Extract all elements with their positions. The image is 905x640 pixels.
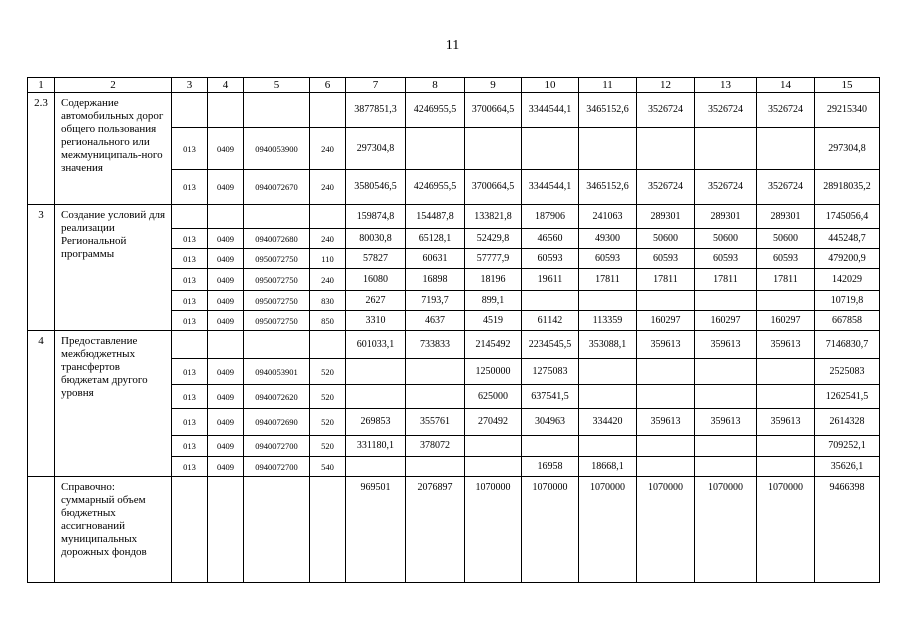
value-cell: 289301 [695,205,757,229]
code-cell [244,331,310,359]
column-header: 13 [695,78,757,93]
value-cell: 19611 [522,269,579,291]
code-cell [310,93,346,128]
value-cell: 50600 [695,229,757,249]
code-cell: 013 [172,457,208,477]
value-cell: 270492 [465,409,522,436]
value-cell: 969501 [346,477,406,583]
code-cell: 830 [310,291,346,311]
value-cell: 1262541,5 [815,385,880,409]
code-cell: 0940072700 [244,436,310,457]
section-title: Предоставление межбюджетных трансфертов бюджетам другого уровня [55,331,172,477]
value-cell: 4637 [406,311,465,331]
section-title: Содержание автомобильных дорог общего пользования регионального или межмуниципаль-ного значения [55,93,172,205]
value-cell: 4519 [465,311,522,331]
value-cell: 1275083 [522,359,579,385]
value-cell: 49300 [579,229,637,249]
value-cell [637,457,695,477]
code-cell: 0409 [208,409,244,436]
code-cell: 0409 [208,385,244,409]
value-cell: 35626,1 [815,457,880,477]
value-cell: 1070000 [757,477,815,583]
value-cell: 28918035,2 [815,170,880,205]
section-number: 2.3 [28,93,55,205]
code-cell: 0940072690 [244,409,310,436]
budget-table [27,77,880,583]
value-cell: 10719,8 [815,291,880,311]
value-cell [579,128,637,170]
value-cell: 18668,1 [579,457,637,477]
code-cell [310,477,346,583]
value-cell: 16958 [522,457,579,477]
section-number: 3 [28,205,55,331]
value-cell: 359613 [757,331,815,359]
code-cell [310,331,346,359]
code-cell: 013 [172,229,208,249]
value-cell [346,385,406,409]
code-cell: 0940072700 [244,457,310,477]
code-cell: 0950072750 [244,291,310,311]
value-cell: 17811 [757,269,815,291]
value-cell: 50600 [757,229,815,249]
code-cell: 013 [172,385,208,409]
value-cell: 733833 [406,331,465,359]
column-header: 14 [757,78,815,93]
value-cell: 1070000 [637,477,695,583]
value-cell: 154487,8 [406,205,465,229]
value-cell: 160297 [637,311,695,331]
value-cell: 18196 [465,269,522,291]
value-cell [406,359,465,385]
code-cell: 0409 [208,170,244,205]
value-cell [637,359,695,385]
value-cell [579,385,637,409]
value-cell [637,291,695,311]
value-cell [757,457,815,477]
value-cell: 160297 [757,311,815,331]
value-cell: 60593 [757,249,815,269]
code-cell: 0409 [208,457,244,477]
value-cell: 4246955,5 [406,170,465,205]
code-cell [172,93,208,128]
value-cell: 159874,8 [346,205,406,229]
value-cell: 3310 [346,311,406,331]
code-cell [172,205,208,229]
code-cell: 013 [172,409,208,436]
code-cell: 520 [310,409,346,436]
column-header: 10 [522,78,579,93]
code-cell: 520 [310,359,346,385]
value-cell [465,436,522,457]
code-cell: 0950072750 [244,311,310,331]
code-cell: 520 [310,436,346,457]
column-header: 5 [244,78,310,93]
code-cell: 240 [310,128,346,170]
code-cell: 013 [172,128,208,170]
code-cell: 0409 [208,436,244,457]
value-cell: 160297 [695,311,757,331]
value-cell: 304963 [522,409,579,436]
value-cell: 334420 [579,409,637,436]
column-header: 15 [815,78,880,93]
value-cell: 3344544,1 [522,170,579,205]
value-cell [757,436,815,457]
value-cell: 625000 [465,385,522,409]
value-cell: 80030,8 [346,229,406,249]
code-cell: 013 [172,269,208,291]
value-cell: 1070000 [522,477,579,583]
value-cell [579,291,637,311]
code-cell: 0940072620 [244,385,310,409]
value-cell [579,436,637,457]
code-cell: 0409 [208,311,244,331]
value-cell: 359613 [757,409,815,436]
value-cell: 7193,7 [406,291,465,311]
value-cell [406,457,465,477]
value-cell: 1250000 [465,359,522,385]
value-cell: 2525083 [815,359,880,385]
column-header: 8 [406,78,465,93]
value-cell: 46560 [522,229,579,249]
code-cell: 540 [310,457,346,477]
value-cell: 17811 [579,269,637,291]
value-cell: 3526724 [637,170,695,205]
code-cell: 013 [172,436,208,457]
value-cell: 60593 [637,249,695,269]
column-header: 3 [172,78,208,93]
code-cell: 240 [310,269,346,291]
code-cell [310,205,346,229]
code-cell: 013 [172,291,208,311]
value-cell: 2234545,5 [522,331,579,359]
value-cell [695,457,757,477]
table-row [28,331,880,359]
value-cell: 29215340 [815,93,880,128]
value-cell: 353088,1 [579,331,637,359]
value-cell [406,128,465,170]
column-header: 9 [465,78,522,93]
value-cell: 269853 [346,409,406,436]
value-cell: 60631 [406,249,465,269]
code-cell: 0409 [208,359,244,385]
value-cell: 4246955,5 [406,93,465,128]
column-header: 6 [310,78,346,93]
value-cell: 359613 [637,331,695,359]
value-cell: 3526724 [637,93,695,128]
value-cell: 57777,9 [465,249,522,269]
code-cell: 0409 [208,291,244,311]
value-cell: 601033,1 [346,331,406,359]
value-cell [637,436,695,457]
code-cell [244,205,310,229]
value-cell: 9466398 [815,477,880,583]
value-cell: 60593 [579,249,637,269]
value-cell [346,359,406,385]
code-cell: 240 [310,229,346,249]
section-number: 4 [28,331,55,477]
value-cell: 289301 [637,205,695,229]
value-cell: 17811 [695,269,757,291]
column-header: 4 [208,78,244,93]
value-cell: 3700664,5 [465,170,522,205]
code-cell: 0409 [208,249,244,269]
value-cell [695,436,757,457]
code-cell [244,93,310,128]
column-header: 11 [579,78,637,93]
table-row [28,93,880,128]
value-cell: 378072 [406,436,465,457]
value-cell [695,385,757,409]
value-cell: 359613 [695,409,757,436]
value-cell: 3526724 [757,170,815,205]
value-cell: 1070000 [695,477,757,583]
code-cell: 013 [172,170,208,205]
code-cell: 013 [172,249,208,269]
value-cell: 355761 [406,409,465,436]
value-cell: 2076897 [406,477,465,583]
value-cell: 187906 [522,205,579,229]
column-header: 1 [28,78,55,93]
value-cell: 3526724 [695,170,757,205]
value-cell [406,385,465,409]
value-cell: 2614328 [815,409,880,436]
value-cell: 637541,5 [522,385,579,409]
value-cell [522,436,579,457]
value-cell: 331180,1 [346,436,406,457]
value-cell: 3344544,1 [522,93,579,128]
code-cell: 520 [310,385,346,409]
value-cell: 65128,1 [406,229,465,249]
value-cell: 2627 [346,291,406,311]
code-cell: 0940072670 [244,170,310,205]
code-cell: 0940053900 [244,128,310,170]
code-cell [208,205,244,229]
value-cell: 7146830,7 [815,331,880,359]
code-cell: 110 [310,249,346,269]
value-cell: 142029 [815,269,880,291]
code-cell: 0950072750 [244,269,310,291]
code-cell: 013 [172,359,208,385]
value-cell: 297304,8 [346,128,406,170]
code-cell: 013 [172,311,208,331]
column-header: 7 [346,78,406,93]
code-cell [172,331,208,359]
value-cell: 133821,8 [465,205,522,229]
code-cell: 0409 [208,229,244,249]
value-cell: 709252,1 [815,436,880,457]
code-cell [244,477,310,583]
value-cell: 57827 [346,249,406,269]
value-cell: 2145492 [465,331,522,359]
code-cell [172,477,208,583]
value-cell: 667858 [815,311,880,331]
value-cell: 52429,8 [465,229,522,249]
value-cell [465,128,522,170]
value-cell: 241063 [579,205,637,229]
value-cell: 17811 [637,269,695,291]
code-cell: 0409 [208,269,244,291]
value-cell [757,128,815,170]
value-cell: 359613 [637,409,695,436]
value-cell: 479200,9 [815,249,880,269]
value-cell: 297304,8 [815,128,880,170]
value-cell [757,291,815,311]
value-cell: 3526724 [757,93,815,128]
reference-row [28,477,880,583]
value-cell: 3700664,5 [465,93,522,128]
value-cell: 50600 [637,229,695,249]
column-header: 2 [55,78,172,93]
value-cell: 16898 [406,269,465,291]
value-cell [695,359,757,385]
value-cell: 113359 [579,311,637,331]
value-cell: 60593 [695,249,757,269]
value-cell: 1745056,4 [815,205,880,229]
value-cell [522,128,579,170]
section-number [28,477,55,583]
value-cell: 3526724 [695,93,757,128]
code-cell [208,477,244,583]
value-cell [346,457,406,477]
page-number: 11 [445,38,460,53]
value-cell: 3465152,6 [579,170,637,205]
value-cell: 16080 [346,269,406,291]
code-cell: 0940053901 [244,359,310,385]
value-cell [757,359,815,385]
value-cell: 3877851,3 [346,93,406,128]
value-cell: 60593 [522,249,579,269]
section-title: Создание условий для реализации Региональной программы [55,205,172,331]
value-cell: 3465152,6 [579,93,637,128]
code-cell [208,331,244,359]
value-cell [757,385,815,409]
value-cell: 445248,7 [815,229,880,249]
header-row [28,78,880,93]
value-cell: 3580546,5 [346,170,406,205]
code-cell: 0950072750 [244,249,310,269]
code-cell [208,93,244,128]
code-cell: 240 [310,170,346,205]
reference-title: Справочно: суммарный объем бюджетных ассигнований муниципальных дорожных фондов [55,477,172,583]
table-row [28,205,880,229]
value-cell [695,291,757,311]
column-header: 12 [637,78,695,93]
value-cell: 359613 [695,331,757,359]
value-cell [637,128,695,170]
value-cell [522,291,579,311]
value-cell: 289301 [757,205,815,229]
value-cell [637,385,695,409]
code-cell: 0940072680 [244,229,310,249]
value-cell [579,359,637,385]
value-cell: 61142 [522,311,579,331]
value-cell: 1070000 [579,477,637,583]
code-cell: 0409 [208,128,244,170]
value-cell: 899,1 [465,291,522,311]
value-cell: 1070000 [465,477,522,583]
value-cell [695,128,757,170]
value-cell [465,457,522,477]
code-cell: 850 [310,311,346,331]
